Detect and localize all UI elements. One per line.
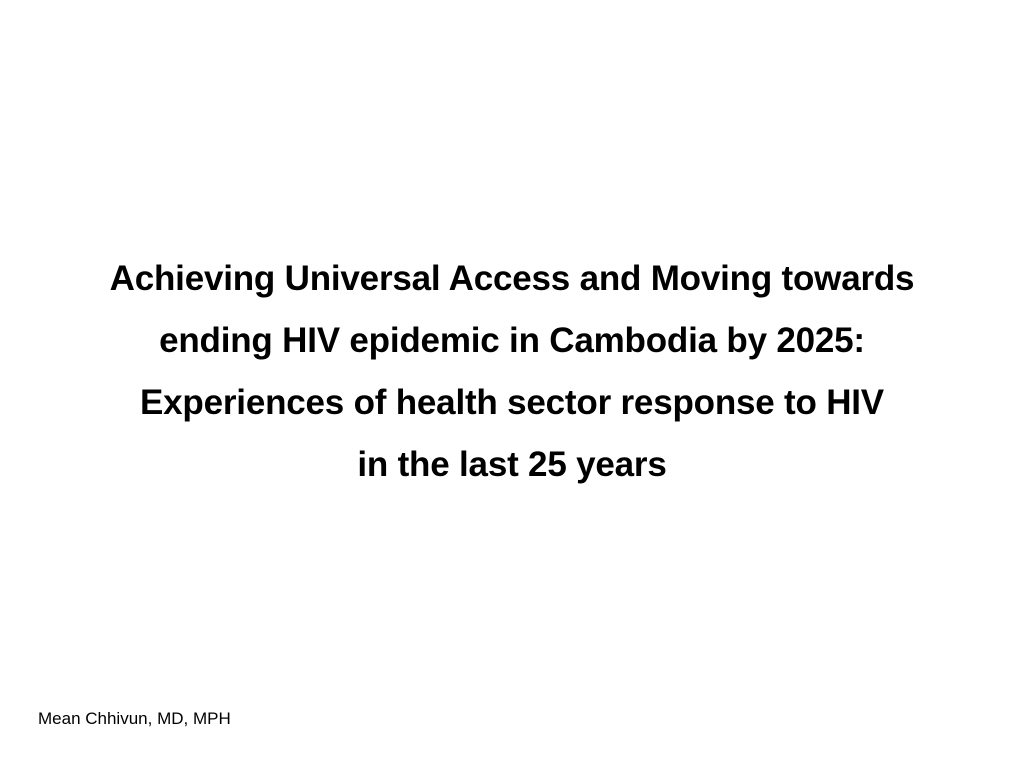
author-byline: Mean Chhivun, MD, MPH — [38, 709, 231, 728]
title-line-1: Achieving Universal Access and Moving towards — [109, 259, 915, 298]
slide-title — [60, 248, 964, 496]
title-line-4: in the last 25 years — [357, 445, 667, 484]
title-line-3: Experiences of health sector response to HIV — [140, 383, 884, 422]
title-line-2: ending HIV epidemic in Cambodia by 2025: — [159, 321, 865, 360]
